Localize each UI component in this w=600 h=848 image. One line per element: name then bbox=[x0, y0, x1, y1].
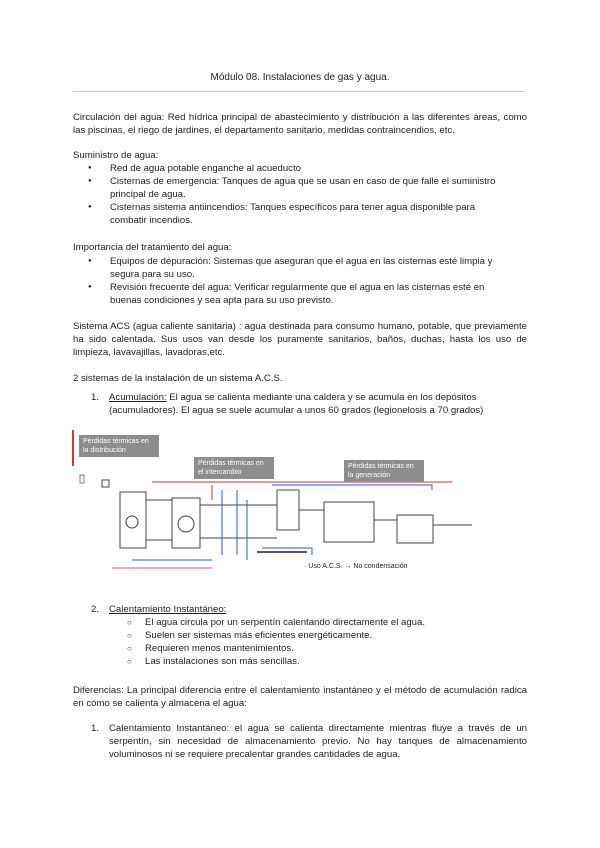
acumulacion-text: El agua se calienta mediante una caldera y se acumula en los depósitos (acumuladores). El agua se suele acumular a unos 60 grados (legionelosis a 70 grados) bbox=[109, 392, 484, 416]
label-perdidas-distribucion: Pérdidas térmicas en la distribución bbox=[79, 435, 159, 457]
diferencias-paragraph: Diferencias: La principal diferencia entre el calentamiento instantáneo y el método de acumulación radica en cómo se calienta y almacena el agua: bbox=[73, 685, 527, 709]
list-item: ● Red de agua potable enganche al acueducto bbox=[73, 162, 513, 175]
acs-diagram bbox=[72, 430, 524, 580]
suministro-list bbox=[73, 162, 513, 227]
list-item: ● Equipos de depuración: Sistemas que aseguran que el agua en las cisternas esté limpia y segura para su uso. bbox=[73, 255, 513, 281]
list-item: ● Revisión frecuente del agua: Verificar regularmente que el agua en las cisternas esté en buenas condiciones y sea apta para su uso previsto. bbox=[73, 281, 513, 307]
title-divider bbox=[73, 91, 525, 92]
diagram-caption: · Uso A.C.S. → No condensación bbox=[304, 563, 408, 570]
instantaneo-list bbox=[127, 616, 507, 668]
acumulacion-label: Acumulación: bbox=[109, 392, 167, 403]
label-perdidas-intercambio: Pérdidas térmicas en el intercambio bbox=[194, 457, 274, 479]
instantaneo-number: 2. bbox=[91, 604, 100, 615]
dif1-text: Calentamiento Instantáneo: el agua se calienta directamente mientras fluye a través de un serpentín, sin necesidad de almacenamiento previo. No hay tanques de almacenamiento voluminosos ni se requiere precalentar grandes cantidades de agua. bbox=[109, 723, 527, 760]
list-item: ● Cisternas sistema antiincendios: Tanques específicos para tener agua disponible para combatir incendios. bbox=[73, 201, 513, 227]
importancia-list bbox=[73, 255, 513, 307]
sistemas-heading: 2 sistemas de la instalación de un sistema A.C.S. bbox=[73, 373, 283, 384]
list-item: ● Cisternas de emergencia: Tanques de agua que se usan en caso de que falle el suministro principal de agua. bbox=[73, 175, 513, 201]
page-title: Módulo 08. Instalaciones de gas y agua. bbox=[210, 72, 390, 83]
suministro-heading: Suministro de agua: bbox=[73, 150, 159, 161]
list-item: ○ Requieren menos mantenimientos. bbox=[127, 642, 507, 655]
circulacion-paragraph: Circulación del agua: Red hídrica principal de abastecimiento y distribución a las diferentes áreas, como las piscinas, el riego de jardines, el departamento sanitario, medidas contraincendios, etc. bbox=[73, 112, 527, 136]
list-item: ○ El agua circula por un serpentín calentando directamente el agua. bbox=[127, 616, 507, 629]
dif1-number: 1. bbox=[91, 723, 100, 734]
acs-paragraph: Sistema ACS (agua caliente sanitaria) : agua destinada para consumo humano, potable, que previamente ha sido calentada. Sus usos van desde los puramente sanitarios, baños, duchas, hasta los uso de limpieza, lavavajillas, lavadoras,etc. bbox=[73, 321, 527, 358]
instantaneo-label: Calentamiento Instantáneo: bbox=[109, 604, 227, 615]
acumulacion-number: 1. bbox=[91, 392, 100, 403]
list-item: ○ Las instalaciones son más sencillas. bbox=[127, 655, 507, 668]
importancia-heading: Importancia del tratamiento del agua: bbox=[73, 242, 232, 253]
list-item: ○ Suelen ser sistemas más eficientes energéticamente. bbox=[127, 629, 507, 642]
label-perdidas-generacion: Pérdidas térmicas en la generación bbox=[344, 460, 424, 482]
acumulacion-item bbox=[109, 391, 519, 417]
